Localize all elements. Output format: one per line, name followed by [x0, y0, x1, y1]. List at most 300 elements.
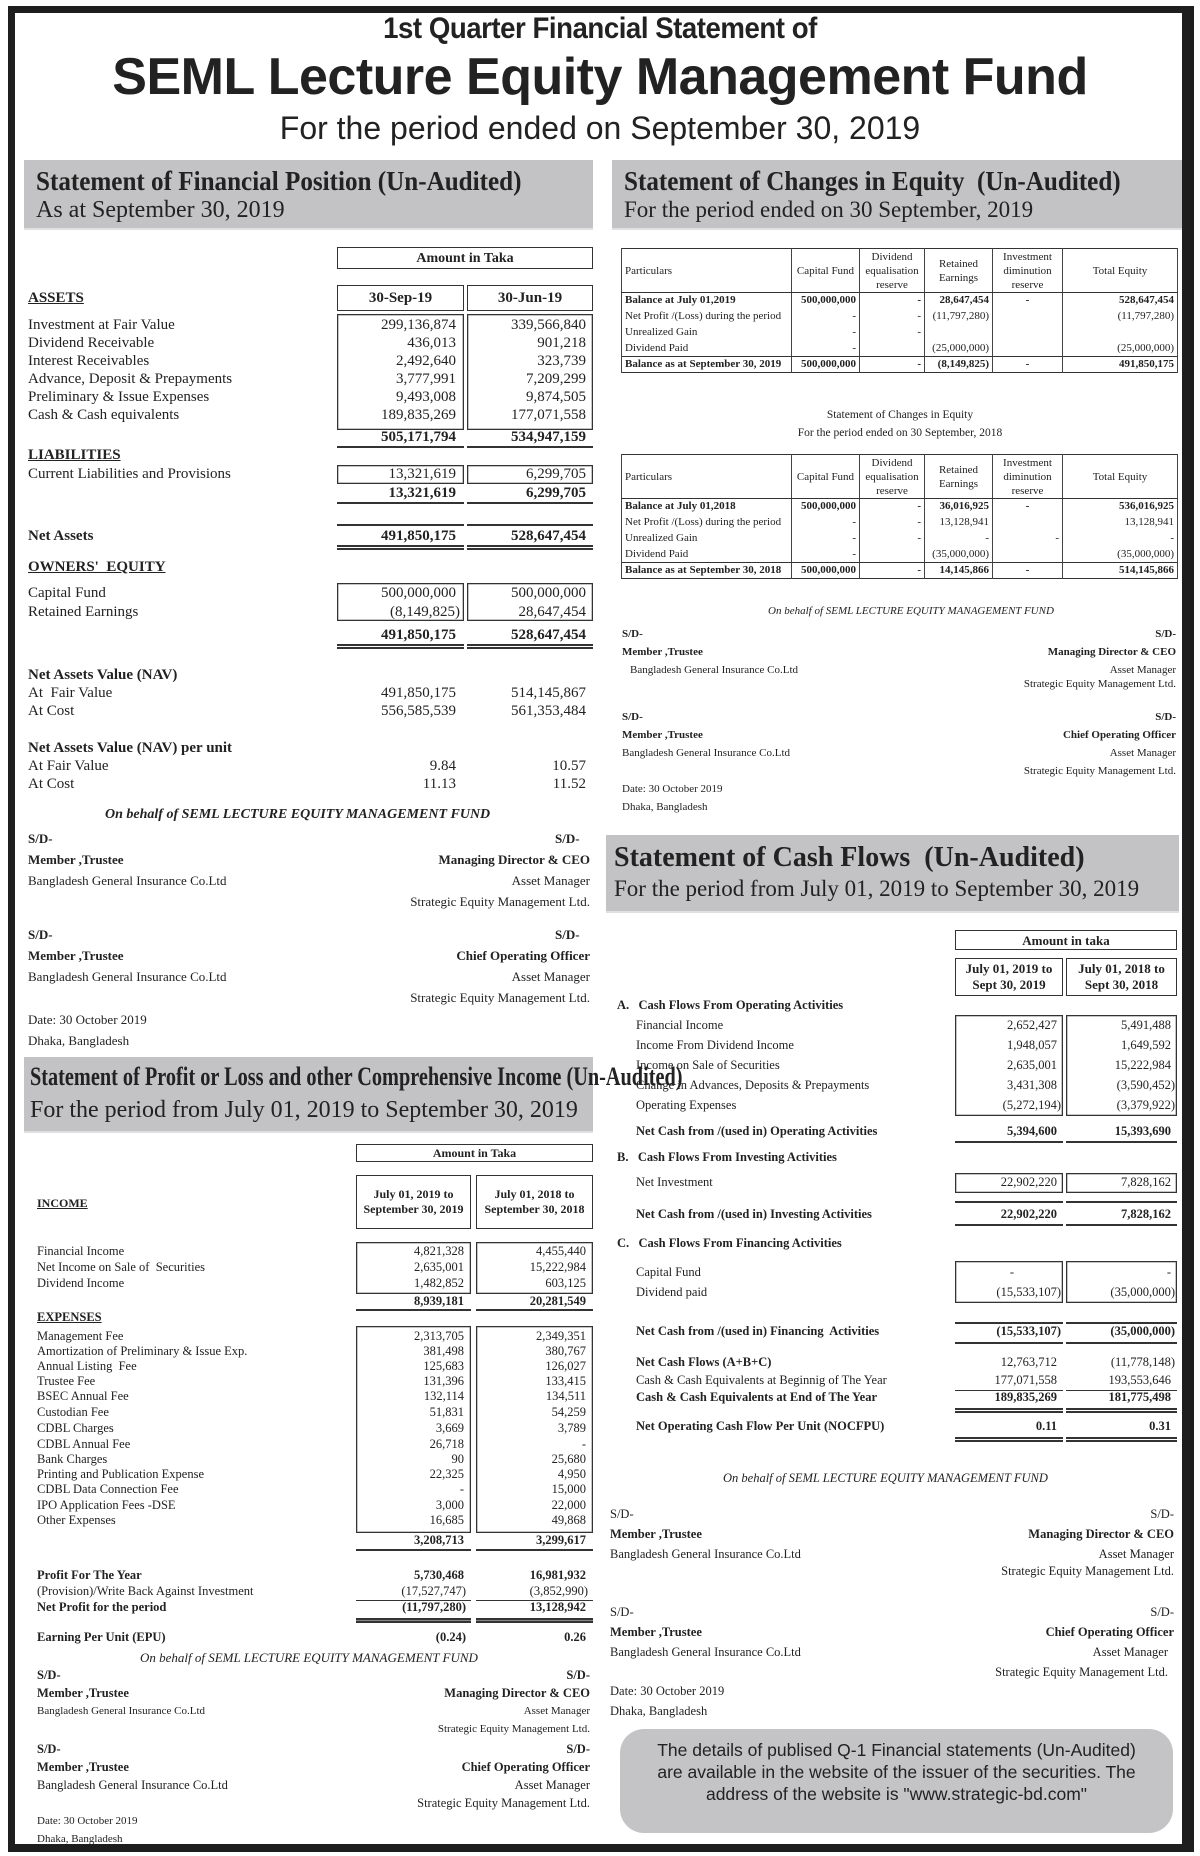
income-heading: INCOME [37, 1196, 88, 1210]
cell: - [993, 563, 1063, 579]
net-profit-value: (11,797,280) [402, 1600, 466, 1614]
signature-date: Date: 30 October 2019 [37, 1815, 138, 1827]
sd-mark: S/D- [37, 1668, 61, 1682]
liabilities-heading: LIABILITIES [28, 447, 121, 463]
expense-value: 26,718 [429, 1437, 464, 1451]
on-behalf-text: On behalf of SEML LECTURE EQUITY MANAGEMENT FUND [105, 807, 491, 822]
navpu-value: 9.84 [429, 758, 456, 774]
cell: - [792, 309, 860, 325]
expense-value: 2,349,351 [536, 1329, 586, 1343]
expense-value: 125,683 [423, 1359, 464, 1373]
navpu-value: 10.57 [552, 758, 586, 774]
beginning-label: Cash & Cash Equivalents at Beginnig of The Year [636, 1373, 887, 1387]
cell: 528,647,454 [1063, 293, 1178, 309]
col-header: Investment diminution reserve [993, 249, 1063, 293]
financing-value: - [1009, 1265, 1014, 1279]
financial-position-title: Statement of Financial Position (Un-Audited) [36, 166, 522, 196]
income-label: Financial Income [37, 1244, 125, 1258]
asset-label: Cash & Cash equivalents [28, 407, 180, 423]
cell: - [792, 325, 860, 341]
nav-label: At Cost [28, 703, 75, 719]
expense-value: 132,114 [423, 1389, 464, 1403]
equity-value: 500,000,000 [381, 585, 456, 601]
on-behalf-text: On behalf of SEML LECTURE EQUITY MANAGEMENT FUND [140, 1650, 478, 1665]
trustee-org: Bangladesh General Insurance Co.Ltd [622, 747, 790, 759]
asset-manager: Asset Manager [523, 1705, 590, 1717]
asset-label: Interest Receivables [28, 353, 150, 369]
sd-mark: S/D- [37, 1742, 61, 1756]
operating-value: (3,590,452) [1116, 1078, 1175, 1092]
expense-value: 4,950 [557, 1467, 586, 1481]
beginning-value: 177,071,558 [994, 1373, 1057, 1387]
table-row [622, 357, 1178, 373]
sd-mark: S/D- [622, 628, 643, 640]
navpu-value: 11.52 [552, 776, 586, 792]
expense-value: 3,669 [435, 1421, 464, 1435]
income-label: Net Income on Sale of Securities [37, 1260, 206, 1274]
col-header: Particulars [622, 455, 792, 499]
financing-value: (35,000,000) [1110, 1285, 1175, 1299]
table-row [622, 547, 1178, 563]
sd-mark: S/D- [1150, 1507, 1174, 1521]
nav-heading: Net Assets Value (NAV) [28, 667, 178, 683]
cf-col2-line1: July 01, 2018 to [1078, 961, 1165, 976]
financing-label: Capital Fund [636, 1265, 701, 1279]
col-header: Capital Fund [792, 249, 860, 293]
beginning-value: 193,553,646 [1108, 1373, 1171, 1387]
trustee-title: Member ,Trustee [610, 1625, 702, 1639]
sub-subtitle: For the period ended on 30 September, 2018 [797, 427, 1003, 439]
double-rule [337, 644, 464, 649]
asset-value: 189,835,269 [381, 407, 456, 423]
period-subtitle: For the period ended on September 30, 2019 [279, 110, 921, 146]
rule [337, 446, 464, 448]
cell: Unrealized Gain [622, 531, 792, 547]
nocfpu-value: 0.11 [1035, 1419, 1057, 1433]
col-header: Total Equity [1063, 455, 1178, 499]
rule [1066, 1224, 1177, 1226]
cell: - [860, 499, 925, 515]
fp-col2-header: 30-Jun-19 [467, 285, 593, 311]
cell: 491,850,175 [1063, 357, 1178, 373]
sd-mark: S/D- [1155, 711, 1176, 723]
coo-title: Chief Operating Officer [1062, 729, 1176, 741]
asset-value: 3,777,991 [396, 371, 456, 387]
net-operating-label: Net Cash from /(used in) Operating Activities [636, 1124, 878, 1138]
changes-equity-header [612, 160, 1182, 230]
signature-place: Dhaka, Bangladesh [610, 1704, 708, 1718]
cash-flows-title: Statement of Cash Flows (Un-Audited) [614, 842, 1085, 873]
rule [1066, 1141, 1177, 1143]
company-name: Strategic Equity Management Ltd. [410, 990, 590, 1005]
trustee-title: Member ,Trustee [28, 852, 124, 867]
table-row [622, 563, 1178, 579]
cell: - [792, 547, 860, 563]
cell: 28,647,454 [925, 293, 993, 309]
cell: - [860, 563, 925, 579]
table-header-row [622, 249, 1178, 293]
nocfpu-label: Net Operating Cash Flow Per Unit (NOCFPU) [636, 1419, 885, 1433]
net-operating-value: 15,393,690 [1114, 1124, 1171, 1138]
operating-value: (5,272,194) [1002, 1098, 1061, 1112]
financing-value: (15,533,107) [996, 1285, 1061, 1299]
double-rule [955, 1437, 1063, 1442]
expense-value: 2,313,705 [414, 1329, 464, 1343]
coo-title: Chief Operating Officer [1045, 1625, 1174, 1639]
table-row [622, 325, 1178, 341]
cell: Net Profit /(Loss) during the period [622, 309, 792, 325]
cell [993, 325, 1063, 341]
table-row [622, 341, 1178, 357]
epu-label: Earning Per Unit (EPU) [37, 1630, 166, 1644]
navpu-heading: Net Assets Value (NAV) per unit [28, 740, 233, 756]
fp-col1-header: 30-Sep-19 [337, 285, 464, 311]
double-rule [1066, 1408, 1177, 1413]
asset-value: 323,739 [537, 353, 586, 369]
ending-label: Cash & Cash Equivalents at End of The Year [636, 1390, 878, 1404]
asset-label: Investment at Fair Value [28, 317, 175, 333]
cell: - [925, 531, 993, 547]
cell: Balance as at September 30, 2019 [622, 357, 792, 373]
double-rule [1066, 1437, 1177, 1442]
expense-label: Other Expenses [37, 1513, 116, 1527]
signature-date: Date: 30 October 2019 [28, 1012, 147, 1027]
asset-manager: Asset Manager [1098, 1547, 1174, 1561]
on-behalf-text: On behalf of SEML LECTURE EQUITY MANAGEMENT FUND [723, 1471, 1048, 1485]
changes-equity-title: Statement of Changes in Equity (Un-Audited) [624, 166, 1121, 196]
profit-year-value: 16,981,932 [529, 1568, 586, 1582]
equity-value: (8,149,825) [390, 604, 460, 620]
cell: Dividend Paid [622, 341, 792, 357]
cell: (35,000,000) [925, 547, 993, 563]
asset-value: 436,013 [407, 335, 456, 351]
assets-total: 505,171,794 [381, 429, 456, 445]
cell: 36,016,925 [925, 499, 993, 515]
expenses-total: 3,299,617 [536, 1533, 586, 1547]
trustee-org: Bangladesh General Insurance Co.Ltd [610, 1645, 801, 1659]
equity-label: Retained Earnings [28, 604, 139, 620]
net-flows-value: (11,778,148) [1110, 1355, 1175, 1369]
cell: (35,000,000) [1063, 547, 1178, 563]
cell: - [792, 341, 860, 357]
fund-title: SEML Lecture Equity Management Fund [112, 48, 1088, 106]
income-value: 2,635,001 [414, 1260, 464, 1274]
cell: - [860, 325, 925, 341]
changes-equity-2018-title [615, 406, 1185, 442]
operating-value: 15,222,984 [1114, 1058, 1171, 1072]
cell: Balance as at September 30, 2018 [622, 563, 792, 579]
pl-col2-line2: September 30, 2018 [484, 1202, 585, 1216]
coo-title: Chief Operating Officer [461, 1760, 590, 1774]
rule [476, 1309, 593, 1311]
col-header: Dividend equalisation reserve [860, 455, 925, 499]
trustee-title: Member ,Trustee [622, 646, 703, 658]
trustee-title: Member ,Trustee [37, 1760, 129, 1774]
header-line1: 1st Quarter Financial Statement of [383, 12, 817, 45]
company-name: Strategic Equity Management Ltd. [417, 1796, 590, 1810]
ending-value: 189,835,269 [994, 1390, 1057, 1404]
sd-mark: S/D- [555, 831, 580, 846]
expense-label: CDBL Data Connection Fee [37, 1482, 179, 1496]
expense-value: 22,000 [551, 1498, 586, 1512]
rule [955, 1224, 1063, 1226]
rule [467, 502, 593, 504]
rule [467, 524, 593, 526]
navpu-label: At Cost [28, 776, 75, 792]
cell: Net Profit /(Loss) during the period [622, 515, 792, 531]
asset-value: 299,136,874 [381, 317, 456, 333]
operating-label: Operating Expenses [636, 1098, 737, 1112]
cell: - [860, 309, 925, 325]
net-flows-label: Net Cash Flows (A+B+C) [636, 1355, 772, 1369]
financing-value: - [1166, 1265, 1171, 1279]
cell: - [860, 357, 925, 373]
expense-value: 16,685 [429, 1513, 464, 1527]
financial-position-header [24, 160, 593, 230]
coo-title: Chief Operating Officer [456, 948, 590, 963]
investing-value: 7,828,162 [1121, 1175, 1171, 1189]
cell: - [792, 515, 860, 531]
cell [993, 309, 1063, 325]
expense-value: 380,767 [545, 1344, 586, 1358]
ceo-title: Managing Director & CEO [1028, 1527, 1174, 1541]
rule [476, 1549, 593, 1551]
notice-line3: address of the website is "www.strategic-bd.com" [705, 1784, 1088, 1804]
company-name: Strategic Equity Management Ltd. [1001, 1564, 1174, 1578]
signature-place: Dhaka, Bangladesh [37, 1833, 123, 1845]
double-rule [955, 1408, 1063, 1413]
cell: 514,145,866 [1063, 563, 1178, 579]
asset-label: Advance, Deposit & Prepayments [28, 371, 233, 387]
cell: - [792, 531, 860, 547]
table-row [622, 293, 1178, 309]
asset-value: 9,493,008 [396, 389, 456, 405]
net-profit-value: 13,128,942 [529, 1600, 586, 1614]
operating-value: 5,491,488 [1121, 1018, 1171, 1032]
asset-value: 9,874,505 [526, 389, 586, 405]
expense-value: 22,325 [429, 1467, 464, 1481]
ceo-title: Managing Director & CEO [438, 852, 590, 867]
nav-label: At Fair Value [28, 685, 113, 701]
sd-mark: S/D- [555, 927, 580, 942]
double-rule [467, 644, 593, 649]
income-total: 8,939,181 [414, 1294, 464, 1308]
liability-label: Current Liabilities and Provisions [28, 466, 231, 482]
sd-mark: S/D- [610, 1507, 634, 1521]
table-header-row [622, 455, 1178, 499]
expense-label: Trustee Fee [37, 1374, 96, 1388]
nav-value: 561,353,484 [511, 703, 586, 719]
asset-value: 339,566,840 [511, 317, 586, 333]
net-profit-label: Net Profit for the period [37, 1600, 167, 1614]
notice-line2: are available in the website of the issuer of the securities. The [657, 1762, 1136, 1782]
rule [1066, 1342, 1177, 1344]
cash-flows-header [606, 835, 1179, 913]
financing-label: Dividend paid [636, 1285, 708, 1299]
expense-label: IPO Application Fees -DSE [37, 1498, 176, 1512]
section-c-heading: C. Cash Flows From Financing Activities [617, 1236, 842, 1250]
signature-place: Dhaka, Bangladesh [622, 801, 708, 813]
sd-mark: S/D- [28, 927, 53, 942]
cell: 500,000,000 [792, 499, 860, 515]
sd-mark: S/D- [1155, 628, 1176, 640]
pl-col2-header [476, 1175, 593, 1229]
expenses-total: 3,208,713 [414, 1533, 464, 1547]
cell: - [860, 515, 925, 531]
rule [955, 1141, 1063, 1143]
net-assets-value: 491,850,175 [381, 528, 456, 544]
cell: - [993, 293, 1063, 309]
income-total: 20,281,549 [529, 1294, 586, 1308]
equity-label: Capital Fund [28, 585, 106, 601]
rule [467, 446, 593, 448]
cell: 500,000,000 [792, 357, 860, 373]
profit-loss-title: Statement of Profit or Loss and other Comprehensive Income (Un-Audited) [30, 1062, 683, 1091]
expense-label: Annual Listing Fee [37, 1359, 137, 1373]
col-header: Retained Earnings [925, 249, 993, 293]
section-a-heading: A. Cash Flows From Operating Activities [617, 998, 844, 1012]
income-value: 4,821,328 [414, 1244, 464, 1258]
investing-label: Net Investment [636, 1175, 713, 1189]
cash-flows-subtitle: For the period from July 01, 2019 to September 30, 2019 [614, 876, 1140, 901]
cell: - [860, 531, 925, 547]
company-name: Strategic Equity Management Ltd. [1023, 678, 1176, 690]
profit-year-label: Profit For The Year [37, 1568, 142, 1582]
trustee-org: Bangladesh General Insurance Co.Ltd [28, 873, 227, 888]
cf-amount-header: Amount in taka [955, 930, 1177, 950]
trustee-title: Member ,Trustee [37, 1686, 129, 1700]
sd-mark: S/D- [1150, 1605, 1174, 1619]
col-header: Capital Fund [792, 455, 860, 499]
trustee-org: Bangladesh General Insurance Co.Ltd [610, 1547, 801, 1561]
col-header: Retained Earnings [925, 455, 993, 499]
section-b-heading: B. Cash Flows From Investing Activities [617, 1150, 837, 1164]
expense-label: BSEC Annual Fee [37, 1389, 129, 1403]
pl-col1-line2: September 30, 2019 [363, 1202, 464, 1216]
asset-manager: Asset Manager [1109, 664, 1176, 676]
expense-label: Bank Charges [37, 1452, 108, 1466]
cell: 500,000,000 [792, 293, 860, 309]
trustee-org: Bangladesh General Insurance Co.Ltd [37, 1778, 228, 1792]
website-notice [620, 1729, 1173, 1833]
company-name: Strategic Equity Management Ltd. [1023, 765, 1176, 777]
expense-value: 381,498 [423, 1344, 464, 1358]
cell: 13,128,941 [1063, 515, 1178, 531]
equity-value: 500,000,000 [511, 585, 586, 601]
rule [1066, 1201, 1177, 1203]
changes-equity-table-2019 [621, 248, 1178, 373]
company-name: Strategic Equity Management Ltd. [995, 1665, 1168, 1679]
sd-mark: S/D- [566, 1742, 590, 1756]
asset-label: Preliminary & Issue Expenses [28, 389, 210, 405]
expense-value: 90 [451, 1452, 464, 1466]
fp-amount-header: Amount in Taka [337, 247, 593, 269]
operating-value: 2,635,001 [1007, 1058, 1057, 1072]
provision-value: (17,527,747) [401, 1584, 466, 1598]
expense-label: Printing and Publication Expense [37, 1467, 204, 1481]
asset-value: 901,218 [537, 335, 586, 351]
cf-col2-line2: Sept 30, 2018 [1084, 977, 1159, 992]
expense-value: - [581, 1437, 586, 1451]
trustee-org: Bangladesh General Insurance Co.Ltd [630, 664, 798, 676]
cell: Balance at July 01,2019 [622, 293, 792, 309]
nav-value: 491,850,175 [381, 685, 456, 701]
changes-equity-table-2018 [621, 454, 1178, 579]
trustee-org: Bangladesh General Insurance Co.Ltd [28, 969, 227, 984]
cell: - [1063, 531, 1178, 547]
expense-label: Custodian Fee [37, 1405, 109, 1419]
expenses-heading: EXPENSES [37, 1310, 102, 1324]
expense-value: 126,027 [545, 1359, 586, 1373]
operating-label: Income From Dividend Income [636, 1038, 794, 1052]
expense-label: Amortization of Preliminary & Issue Exp. [37, 1344, 248, 1358]
on-behalf-text: On behalf of SEML LECTURE EQUITY MANAGEMENT FUND [768, 605, 1054, 617]
net-operating-value: 5,394,600 [1007, 1124, 1057, 1138]
ceo-title: Managing Director & CEO [1047, 646, 1176, 658]
cell: 500,000,000 [792, 563, 860, 579]
nav-value: 556,585,539 [381, 703, 456, 719]
signature-date: Date: 30 October 2019 [622, 783, 723, 795]
sd-mark: S/D- [28, 831, 53, 846]
table-row [622, 499, 1178, 515]
expense-value: 3,789 [557, 1421, 586, 1435]
asset-label: Dividend Receivable [28, 335, 155, 351]
company-name: Strategic Equity Management Ltd. [410, 894, 590, 909]
asset-value: 7,209,299 [526, 371, 586, 387]
expense-value: 51,831 [429, 1405, 464, 1419]
operating-label: Financial Income [636, 1018, 724, 1032]
sub-title: Statement of Changes in Equity [826, 409, 974, 421]
asset-manager: Asset Manager [511, 873, 590, 888]
net-financing-value: (15,533,107) [996, 1324, 1061, 1338]
expense-value: 54,259 [551, 1405, 586, 1419]
operating-value: 2,652,427 [1007, 1018, 1057, 1032]
cell: 536,016,925 [1063, 499, 1178, 515]
pl-amount-header: Amount in Taka [356, 1144, 593, 1162]
cell: 14,145,866 [925, 563, 993, 579]
epu-value: (0.24) [435, 1630, 466, 1644]
expense-value: 25,680 [551, 1452, 586, 1466]
cell: (25,000,000) [1063, 341, 1178, 357]
cell: - [993, 531, 1063, 547]
cf-col1-line2: Sept 30, 2019 [972, 977, 1046, 992]
assets-total: 534,947,159 [511, 429, 586, 445]
liabilities-total: 13,321,619 [388, 485, 456, 501]
cell [925, 325, 993, 341]
cell: (25,000,000) [925, 341, 993, 357]
cell: (11,797,280) [925, 309, 993, 325]
asset-manager: Asset Manager [511, 969, 590, 984]
table-row [622, 531, 1178, 547]
operating-value: 1,649,592 [1121, 1038, 1171, 1052]
navpu-label: At Fair Value [28, 758, 109, 774]
income-value: 15,222,984 [529, 1260, 586, 1274]
cell: 13,128,941 [925, 515, 993, 531]
rule [337, 502, 464, 504]
navpu-value: 11.13 [422, 776, 456, 792]
asset-manager: Asset Manager [1109, 747, 1176, 759]
pl-col1-line1: July 01, 2019 to [373, 1187, 454, 1201]
rule [356, 1549, 471, 1551]
double-rule [337, 545, 464, 550]
table-row [622, 515, 1178, 531]
asset-value: 177,071,558 [511, 407, 586, 423]
cell [1063, 325, 1178, 341]
cell [993, 341, 1063, 357]
investing-value: 22,902,220 [1000, 1175, 1057, 1189]
net-flows-value: 12,763,712 [1000, 1355, 1057, 1369]
changes-equity-subtitle: For the period ended on 30 September, 2019 [624, 197, 1034, 222]
